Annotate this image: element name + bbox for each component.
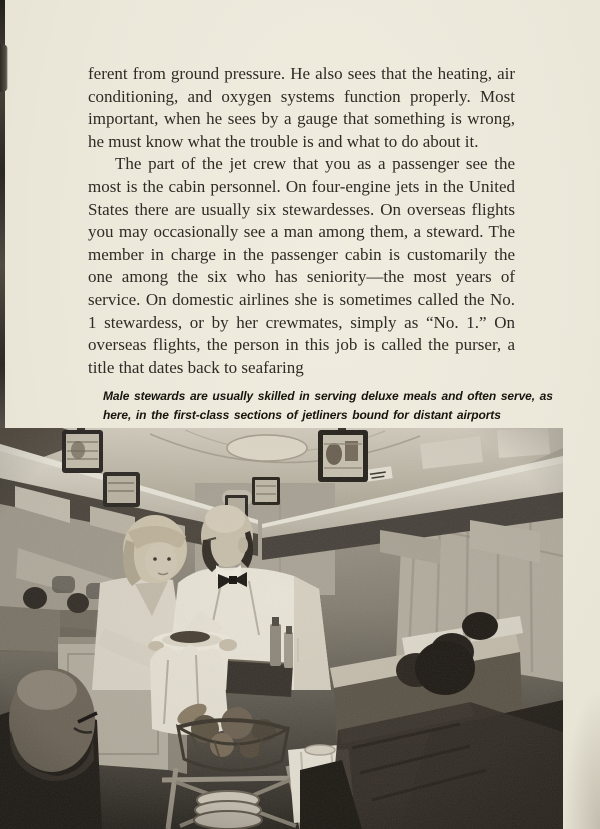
photo-caption (103, 387, 573, 424)
body-text (88, 63, 515, 379)
photo-grain (0, 428, 563, 829)
page-edge-mark (0, 44, 8, 92)
page-corner-shadow (562, 689, 600, 829)
cabin-photo (0, 428, 563, 829)
paragraph-continued: ferent from ground pressure. He also sees that the heating, air conditioning, and oxygen systems function properly. Most important, when he sees by a gauge that something is wrong, he must know what the trouble is and what to do about it. (88, 64, 515, 151)
photo-caption-line-2: here, in the first-class sections of jetliners bound for distant airports (103, 407, 501, 422)
photo-caption-line-1: Male stewards are usually skilled in serving deluxe meals and often serve, as (103, 389, 553, 403)
paragraph-cabin-personnel: The part of the jet crew that you as a passenger see the most is the cabin personnel. On four-engine jets in the United States there are usually six stewardesses. On overseas flights you may occasionally see a man among them, a steward. The member in charge in the passenger cabin is customarily the one among the six who has seniority—the most years of service. On domestic airlines she is sometimes called the No. 1 stewardess, or by her crewmates, simply as “No. 1.” On overseas flights, the person in this job is called the purser, a title that dates back to seafaring (88, 154, 515, 377)
